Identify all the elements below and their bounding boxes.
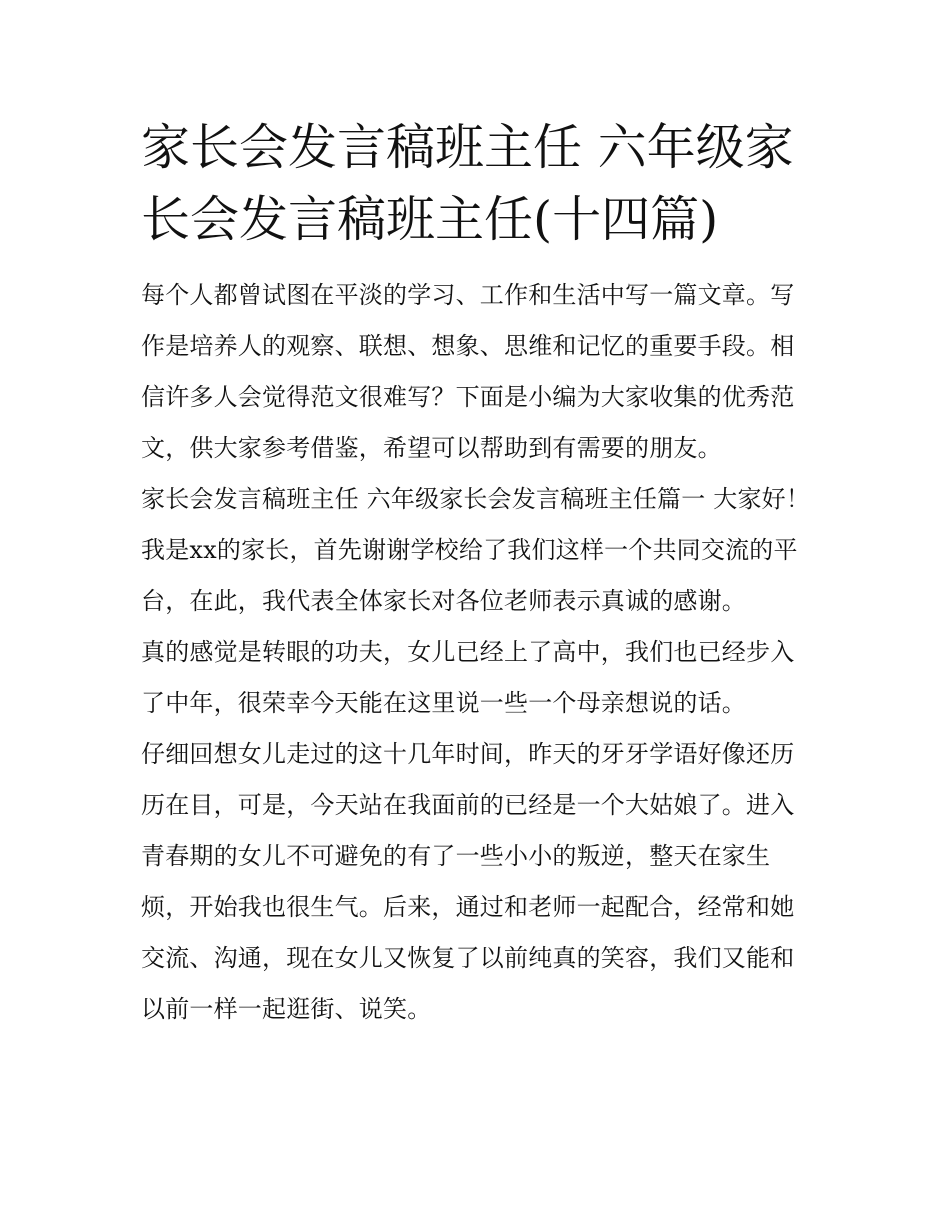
document-page bbox=[141, 112, 817, 1035]
document-body bbox=[141, 270, 817, 1035]
paragraph-time: 真的感觉是转眼的功夫，女儿已经上了高中，我们也已经步入了中年，很荣幸今天能在这里说一些一个母亲想说的话。 bbox=[141, 638, 795, 717]
document-title: 家长会发言稿班主任 六年级家长会发言稿班主任(十四篇) bbox=[141, 119, 794, 248]
paragraph-thanks: 我是xx的家长，首先谢谢学校给了我们这样一个共同交流的平台，在此，我代表全体家长对各位老师表示真诚的感谢。 bbox=[141, 536, 798, 615]
paragraph-greeting: 家长会发言稿班主任 六年级家长会发言稿班主任篇一 大家好！ bbox=[141, 485, 811, 513]
paragraph-intro: 每个人都曾试图在平淡的学习、工作和生活中写一篇文章。写作是培养人的观察、联想、想象、思维和记忆的重要手段。相信许多人会觉得范文很难写？下面是小编为大家收集的优秀范文，供大家参考借鉴，希望可以帮助到有需要的朋友。 bbox=[141, 281, 795, 462]
paragraph-daughter: 仔细回想女儿走过的这十几年时间，昨天的牙牙学语好像还历历在目，可是，今天站在我面前的已经是一个大姑娘了。进入青春期的女儿不可避免的有了一些小小的叛逆，整天在家生烦，开始我也很生气。后来，通过和老师一起配合，经常和她交流、沟通，现在女儿又恢复了以前纯真的笑容，我们又能和以前一样一起逛街、说笑。 bbox=[141, 740, 795, 1023]
